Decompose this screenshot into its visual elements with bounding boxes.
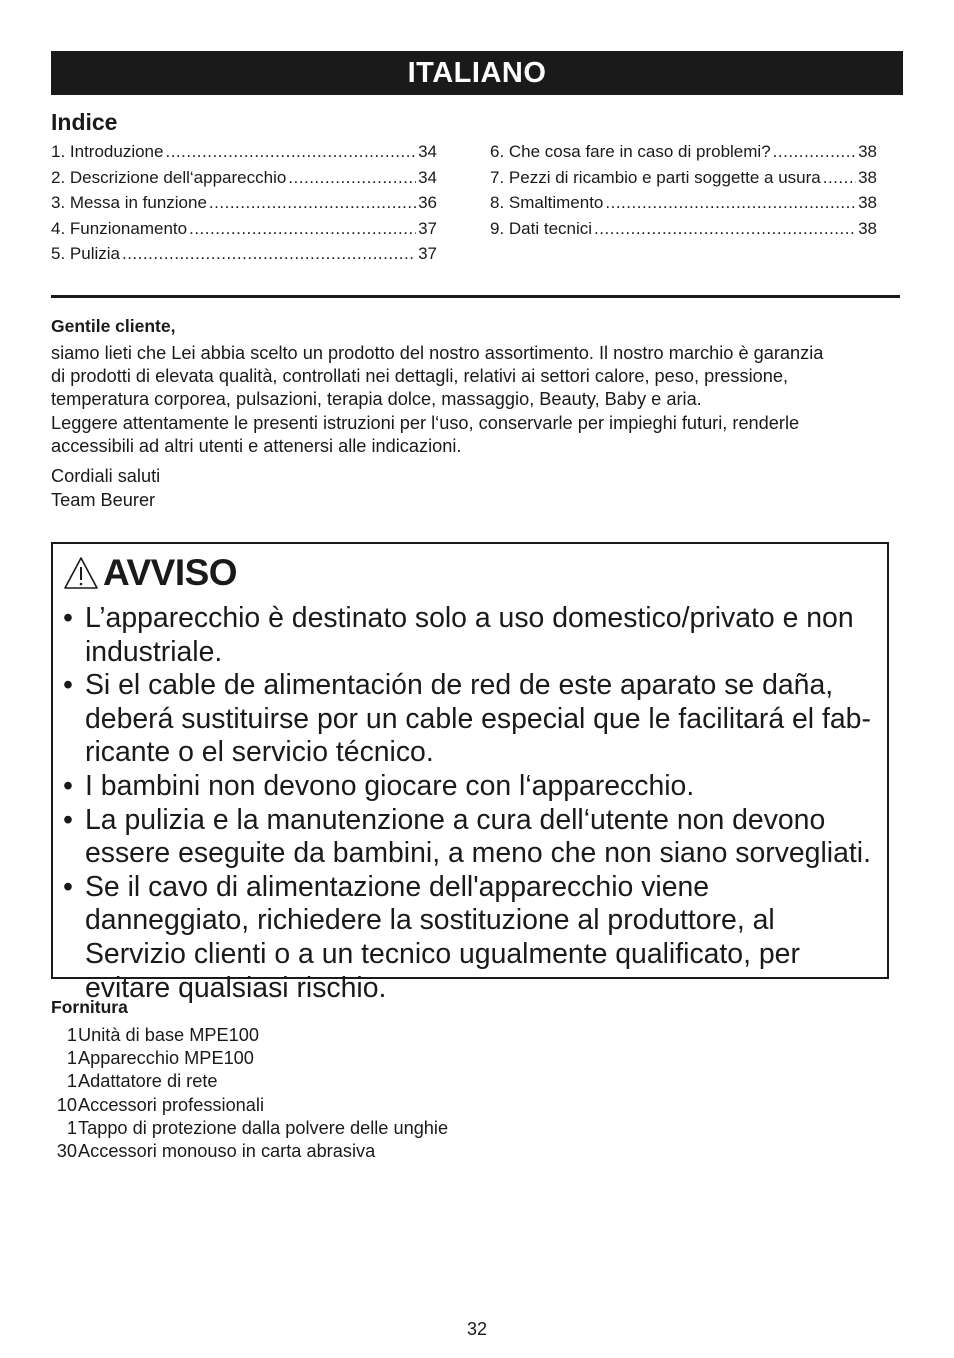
toc-entry[interactable]: 7. Pezzi di ricambio e parti soggette a usura ..... 38 <box>490 168 877 194</box>
fornitura-item: 1 Apparecchio MPE100 <box>66 1048 254 1069</box>
fornitura-title: Fornitura <box>51 997 128 1017</box>
closing: Cordiali saluti <box>51 466 161 486</box>
toc-entry[interactable]: 8. Smaltimento ..... 38 <box>490 193 877 219</box>
toc-entry[interactable]: 3. Messa in funzione ..... 36 <box>51 193 437 219</box>
toc-entry[interactable]: 6. Che cosa fare in caso di problemi? ..... 38 <box>490 142 877 168</box>
toc-entry[interactable]: 5. Pulizia ..... 37 <box>51 244 437 270</box>
fornitura-item: 1 Adattatore di rete <box>66 1071 218 1092</box>
warning-box <box>51 542 889 1004</box>
toc-entry[interactable]: 9. Dati tecnici ..... 38 <box>490 219 877 245</box>
fornitura-list <box>51 1024 448 1163</box>
toc-entry[interactable]: 2. Descrizione dell‘apparecchio ..... 34 <box>51 168 437 194</box>
fornitura-item: 30 Accessori monouso in carta abrasiva <box>56 1140 376 1161</box>
warning-list <box>63 602 881 1005</box>
signature: Team Beurer <box>51 490 156 510</box>
warning-title: AVVISO <box>103 552 238 593</box>
toc-entry[interactable]: 1. Introduzione ..... 34 <box>51 142 437 168</box>
fornitura-item: 1 Unità di base MPE100 <box>66 1025 259 1045</box>
intro-paragraph-1: siamo lieti che Lei abbia scelto un prodotto del nostro assortimento. Il nostro marchio è garanzia di prodotti di elevata qualità, controllati nei dettagli, relativi ai settori calore, peso, pressione, temperatura corporea, pulsazioni, terapia dolce, massaggio, Beauty, Baby e aria. <box>51 343 824 409</box>
intro-paragraph-2: Leggere attentamente le presenti istruzioni per l‘uso, conservarle per impieghi futuri, renderle accessibili ad altri utenti e attenersi alle indicazioni. <box>51 413 800 456</box>
warning-heading <box>63 552 237 594</box>
toc-left-column <box>51 142 437 270</box>
warning-item: • I bambini non devono giocare con l‘apparecchio. <box>63 770 881 804</box>
warning-item: • La pulizia e la manutenzione a cura dell‘utente non devono essere eseguite da bambini, a meno che non siano sorvegliati. <box>63 804 881 871</box>
section-divider <box>51 295 900 298</box>
toc-title: Indice <box>51 109 118 135</box>
page-number: 32 <box>466 1319 488 1339</box>
warning-item: • Si el cable de alimentación de red de este aparato se daña, deberá sustituirse por un cable especial que le facilitará el fab-ricante o el servicio técnico. <box>63 669 881 770</box>
fornitura-item: 10 Accessori professionali <box>56 1094 264 1115</box>
warning-item: • Se il cavo di alimentazione dell'apparecchio viene danneggiato, richiedere la sostituzione al produttore, al Servizio clienti o a un tecnico ugualmente qualificato, per evitare qualsiasi rischio. <box>63 871 881 1005</box>
language-banner: ITALIANO <box>51 51 903 95</box>
fornitura-item: 1 Tappo di protezione dalla polvere delle unghie <box>66 1117 449 1138</box>
toc-right-column <box>490 142 877 244</box>
warning-item: • L’apparecchio è destinato solo a uso domestico/privato e non industriale. <box>63 602 881 669</box>
greeting: Gentile cliente, <box>51 316 176 336</box>
toc-entry[interactable]: 4. Funzionamento ..... 37 <box>51 219 437 245</box>
warning-triangle-icon <box>63 556 99 590</box>
